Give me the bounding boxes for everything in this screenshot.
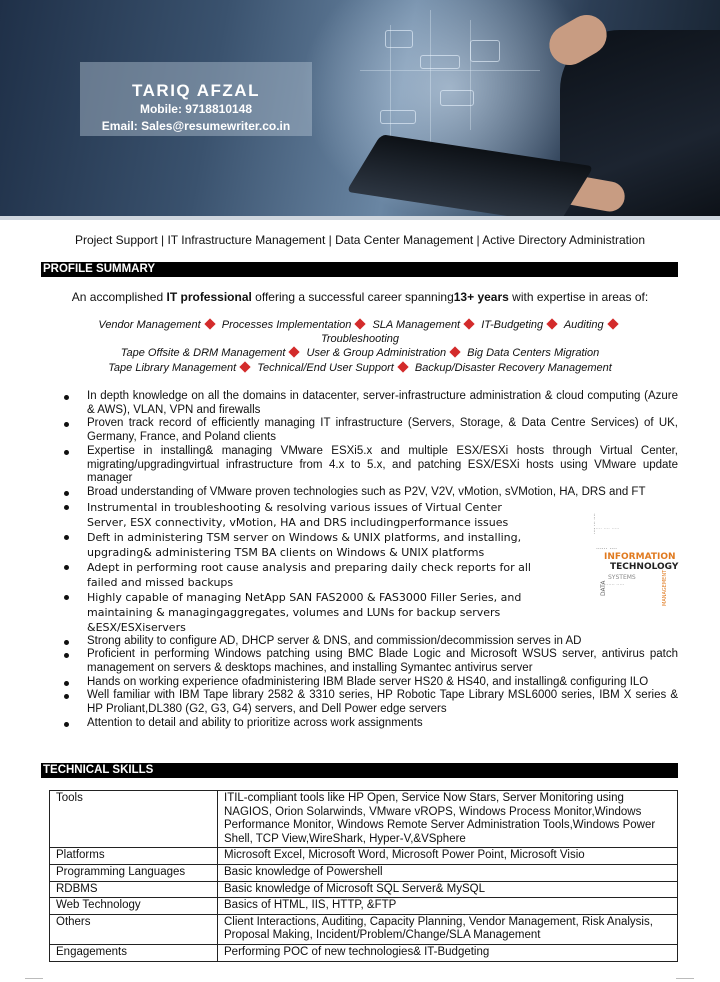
skill-label: RDBMS [50,881,218,898]
banner-chip [385,30,413,48]
wordcloud-filler: ········ ····· [602,582,625,588]
list-item: Hands on working experience ofadministering IBM Blade server HS20 & HS40, and installing& configuring ILO [64,676,678,690]
area-item: Vendor Management [98,319,201,331]
intro-text: An accomplished [71,290,167,304]
list-item: Proven track record of efficiently managing IT infrastructure (Servers, Storage, & Data Centre Services) of UK, Germany, France, and Poland clients [64,417,678,444]
list-item: Strong ability to configure AD, DHCP server & DNS, and commission/decommission serves in AD [64,635,678,649]
table-row [50,791,678,848]
wordcloud-filler: ···· ··· ···· [592,513,598,534]
skill-label: Others [50,914,218,944]
skill-value: Basic knowledge of Microsoft SQL Server& MySQL [218,881,678,898]
list-item: Broad understanding of VMware proven technologies such as P2V, V2V, vMotion, sVMotion, HA, DRS and FT [64,486,678,500]
banner-stripe [0,216,720,220]
banner-chip [380,110,416,124]
diamond-icon [397,361,408,372]
area-item: IT-Budgeting [481,319,544,331]
area-item: Tape Library Management [108,361,237,374]
list-item: Instrumental in troubleshooting & resolving various issues of Virtual Center Server, ESX connectivity, vMotion, HA and DRS includingperformance issues [64,500,534,530]
intro-text: offering a successful career spanning [251,290,454,304]
banner-line [470,20,471,130]
area-item: SLA Management [372,319,461,331]
area-item: Processes Implementation [221,319,352,331]
area-item: Auditing [563,319,604,331]
profile-bullets [64,390,678,731]
diamond-icon [607,318,618,329]
skill-value: Basic knowledge of Powershell [218,864,678,881]
skill-value: Client Interactions, Auditing, Capacity Planning, Vendor Management, Risk Analysis, Proposal Making, Incident/Problem/Change/SLA Management [218,914,678,944]
profile-summary-heading: PROFILE SUMMARY [41,262,678,277]
wordcloud-filler: ······ ···· [596,546,617,553]
table-row [50,864,678,881]
diamond-icon [289,347,300,358]
skill-label: Tools [50,791,218,848]
area-item: User & Group Administration [306,347,447,360]
skill-label: Engagements [50,944,218,961]
banner-chip [470,40,500,62]
table-row [50,944,678,961]
banner-chip [440,90,474,106]
page-edge-mark [25,978,43,979]
skill-value: Microsoft Excel, Microsoft Word, Microsoft Power Point, Microsoft Visio [218,848,678,865]
table-row [50,881,678,898]
wordcloud-word: TECHNOLOGY [610,562,679,572]
contact-mobile: Mobile: 9718810148 [139,102,253,116]
list-item: Adept in performing root cause analysis and preparing daily check reports for all failed and missed backups [64,560,534,590]
wordcloud-word: DATA [600,580,607,596]
expertise-areas [60,318,660,375]
skill-value: ITIL-compliant tools like HP Open, Service Now Stars, Server Monitoring using NAGIOS, Orion Solarwinds, VMware vROPS, Windows Process Monitor,Windows Performance Monitor, Windows Remote Server Administration Tools,Windows Power Shell, TCP View,WireShark, Hyper-V,&VSphere [218,791,678,848]
banner-line [430,10,431,150]
list-item: Proficient in performing Windows patching using BMC Blade Logic and Microsoft WSUS server, antivirus patch management on servers & desktops machines, and installing Symantec antivirus server [64,648,678,675]
page-edge-mark [676,978,694,979]
diamond-icon [204,318,215,329]
area-item: Tape Offsite & DRM Management [120,347,286,360]
contact-email: Email: Sales@resumewriter.co.in [101,119,291,133]
area-item: Backup/Disaster Recovery Management [414,361,612,374]
wordcloud-word: INFORMATION [604,552,676,562]
area-item: Technical/End User Support [257,361,394,374]
table-row [50,898,678,915]
wordcloud-word: MANAGEMENT [662,569,668,606]
skill-label: Programming Languages [50,864,218,881]
table-row [50,848,678,865]
diamond-icon [463,318,474,329]
candidate-name: TARIQ AFZAL [132,81,260,100]
skill-label: Web Technology [50,898,218,915]
table-row [50,914,678,944]
skill-value: Basics of HTML, IIS, HTTP, &FTP [218,898,678,915]
technical-skills-heading: TECHNICAL SKILLS [41,763,678,778]
intro-text: with expertise in areas of: [508,290,649,304]
list-item: Expertise in installing& managing VMware ESXi5.x and multiple ESX/ESXi hosts through Virtual Center, migrating/upgradingvirtual infrastructure from 4.x to 5.x, and patching ESX/ESXi hosts using VMware update manager [64,445,678,486]
headline: Project Support | IT Infrastructure Management | Data Center Management | Active Directory Administration [74,233,646,247]
diamond-icon [240,361,251,372]
diamond-icon [449,347,460,358]
diamond-icon [355,318,366,329]
area-item: Big Data Centers Migration [467,347,600,360]
list-item: In depth knowledge on all the domains in datacenter, server-infrastructure administration & cloud computing (Azure & AWS), VLAN, VPN and firewalls [64,390,678,417]
list-item: Deft in administering TSM server on Windows & UNIX platforms, and installing, upgrading& administering TSM BA clients on Windows & UNIX platforms [64,530,534,560]
intro-emphasis: 13+ years [453,290,509,304]
skill-value: Performing POC of new technologies& IT-Budgeting [218,944,678,961]
intro-emphasis: IT professional [166,290,252,304]
wordcloud-word: SYSTEMS [608,574,636,581]
list-item: Highly capable of managing NetApp SAN FAS2000 & FAS3000 Filler Series, and maintaining & managingaggregates, volumes and LUNs for backup servers &ESX/ESXiservers [64,590,534,635]
wordcloud-filler: ····· ···· ····· [594,526,620,532]
list-item: Well familiar with IBM Tape library 2582 & 3310 series, HP Robotic Tape Library MSL6000 series, IBM X series & HP Proliant,DL380 (G2, G3, G4) servers, and Dell Power edge servers [64,689,678,716]
area-item: Troubleshooting [320,333,400,346]
profile-intro [0,290,720,304]
information-technology-wordcloud [588,513,679,608]
banner-line [360,70,540,71]
list-item: Attention to detail and ability to prioritize across work assignments [64,717,678,731]
diamond-icon [547,318,558,329]
skill-label: Platforms [50,848,218,865]
banner-chip [420,55,460,69]
skills-table [49,790,678,962]
